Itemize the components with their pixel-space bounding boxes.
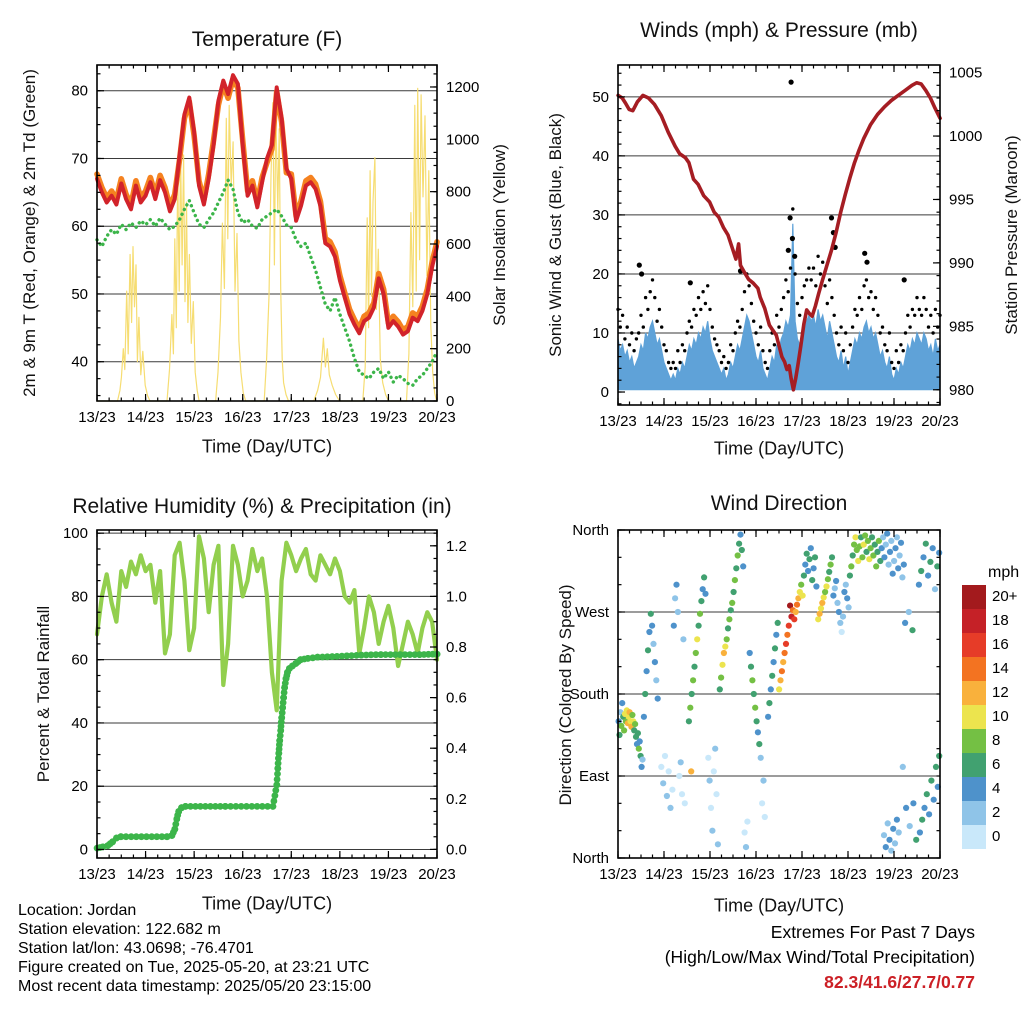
- ylabel-humidity-left: Percent & Total Rainfall: [34, 605, 53, 783]
- svg-text:70: 70: [71, 150, 88, 168]
- colorbar-block: [962, 681, 986, 705]
- svg-text:600: 600: [446, 235, 472, 253]
- colorbar-label: 18: [992, 612, 1009, 629]
- svg-text:800: 800: [446, 183, 472, 201]
- colorbar-label: 16: [992, 636, 1009, 653]
- ylabel-solar-right: Solar Insolation (Yellow): [490, 144, 509, 326]
- svg-text:985: 985: [949, 318, 975, 336]
- svg-text:19/23: 19/23: [369, 866, 408, 883]
- svg-text:1200: 1200: [446, 78, 480, 96]
- svg-text:60: 60: [71, 218, 88, 236]
- svg-text:17/23: 17/23: [783, 413, 821, 430]
- colorbar-block: [962, 729, 986, 753]
- colorbar-label: 0: [992, 828, 1001, 845]
- svg-text:20/23: 20/23: [418, 409, 456, 426]
- colorbar-block: [962, 801, 986, 825]
- footer-timestamp: Most recent data timestamp: 2025/05/20 23:15:00: [18, 978, 372, 995]
- svg-text:995: 995: [949, 191, 975, 209]
- svg-text:18/23: 18/23: [829, 866, 867, 883]
- svg-text:0: 0: [600, 384, 609, 402]
- panel-title-humidity-precip: Relative Humidity (%) & Precipitation (in): [72, 495, 452, 518]
- colorbar-label: 20+: [992, 588, 1018, 605]
- svg-text:14/23: 14/23: [645, 866, 683, 883]
- extremes-heading: Extremes For Past 7 Days: [770, 922, 975, 942]
- svg-text:400: 400: [446, 288, 472, 306]
- svg-text:17/23: 17/23: [272, 866, 311, 883]
- svg-text:50: 50: [592, 88, 609, 106]
- colorbar-label: 12: [992, 684, 1009, 701]
- svg-text:16/23: 16/23: [223, 409, 262, 426]
- svg-text:North: North: [572, 850, 609, 867]
- svg-text:100: 100: [62, 525, 88, 543]
- svg-text:13/23: 13/23: [78, 409, 116, 426]
- svg-text:80: 80: [71, 588, 88, 606]
- xlabel-humidity-precip: Time (Day/UTC): [201, 893, 333, 914]
- svg-text:14/23: 14/23: [126, 866, 165, 883]
- svg-text:14/23: 14/23: [645, 413, 683, 430]
- panel-title-wind-direction: Wind Direction: [710, 492, 848, 515]
- svg-text:980: 980: [949, 381, 975, 399]
- svg-text:13/23: 13/23: [599, 413, 637, 430]
- ylabel-temperature-left: 2m & 9m T (Red, Orange) & 2m Td (Green): [20, 69, 39, 397]
- svg-text:1.2: 1.2: [446, 537, 467, 555]
- extremes-values: 82.3/41.6/27.7/0.77: [824, 972, 975, 992]
- colorbar-block: [962, 705, 986, 729]
- footer-elevation: Station elevation: 122.682 m: [18, 921, 221, 938]
- colorbar-label: 4: [992, 780, 1001, 797]
- svg-text:80: 80: [71, 82, 88, 100]
- svg-text:40: 40: [71, 714, 88, 732]
- svg-text:16/23: 16/23: [737, 413, 775, 430]
- svg-text:18/23: 18/23: [321, 409, 359, 426]
- svg-text:20/23: 20/23: [418, 866, 456, 883]
- colorbar-label: 8: [992, 732, 1001, 749]
- footer-created: Figure created on Tue, 2025-05-20, at 23:21 UTC: [18, 959, 370, 976]
- ylabel-wind-left: Sonic Wind & Gust (Blue, Black): [546, 113, 565, 357]
- colorbar-label: 2: [992, 804, 1001, 821]
- svg-text:14/23: 14/23: [126, 409, 165, 426]
- extremes-subheading: (High/Low/Max Wind/Total Precipitation): [664, 947, 975, 967]
- svg-text:19/23: 19/23: [369, 409, 408, 426]
- svg-text:East: East: [578, 768, 609, 785]
- svg-text:17/23: 17/23: [272, 409, 311, 426]
- xlabel-temperature: Time (Day/UTC): [201, 436, 333, 457]
- svg-text:18/23: 18/23: [829, 413, 867, 430]
- svg-text:1005: 1005: [949, 64, 983, 82]
- svg-text:20: 20: [71, 778, 88, 796]
- svg-text:0.2: 0.2: [446, 790, 467, 808]
- svg-text:North: North: [572, 522, 609, 539]
- svg-text:50: 50: [71, 285, 88, 303]
- svg-text:1000: 1000: [949, 128, 983, 146]
- svg-text:10: 10: [592, 324, 609, 342]
- svg-text:15/23: 15/23: [691, 413, 729, 430]
- colorbar-block: [962, 753, 986, 777]
- xlabel-wind-pressure: Time (Day/UTC): [713, 438, 845, 459]
- svg-text:0: 0: [79, 841, 88, 859]
- svg-text:South: South: [569, 686, 609, 703]
- xlabel-wind-direction: Time (Day/UTC): [713, 895, 845, 916]
- svg-text:17/23: 17/23: [783, 866, 821, 883]
- footer-latlon: Station lat/lon: 43.0698; -76.4701: [18, 940, 254, 957]
- svg-text:20/23: 20/23: [921, 866, 959, 883]
- svg-text:19/23: 19/23: [875, 413, 913, 430]
- svg-text:20: 20: [592, 265, 609, 283]
- panel-title-wind-pressure: Winds (mph) & Pressure (mb): [640, 19, 918, 42]
- panel-title-temperature: Temperature (F): [191, 28, 343, 51]
- svg-text:30: 30: [592, 206, 609, 224]
- svg-text:16/23: 16/23: [737, 866, 775, 883]
- svg-text:19/23: 19/23: [875, 866, 913, 883]
- svg-text:16/23: 16/23: [223, 866, 262, 883]
- colorbar-block: [962, 825, 986, 849]
- svg-text:0.0: 0.0: [446, 841, 467, 859]
- colorbar-block: [962, 633, 986, 657]
- ylabel-pressure-right: Station Pressure (Maroon): [1002, 135, 1021, 335]
- svg-text:1.0: 1.0: [446, 588, 467, 606]
- footer-location: Location: Jordan: [18, 902, 137, 919]
- svg-text:West: West: [575, 604, 609, 621]
- svg-text:40: 40: [71, 353, 88, 371]
- svg-text:0.6: 0.6: [446, 689, 467, 707]
- svg-text:60: 60: [71, 651, 88, 669]
- svg-text:18/23: 18/23: [321, 866, 359, 883]
- colorbar-block: [962, 585, 986, 609]
- colorbar-label: 6: [992, 756, 1001, 773]
- svg-text:13/23: 13/23: [78, 866, 116, 883]
- svg-text:40: 40: [592, 147, 609, 165]
- svg-text:0.4: 0.4: [446, 740, 467, 758]
- svg-text:20/23: 20/23: [921, 413, 959, 430]
- svg-text:15/23: 15/23: [175, 409, 213, 426]
- svg-text:0: 0: [446, 393, 455, 410]
- colorbar-label: 10: [992, 708, 1009, 725]
- colorbar-block: [962, 657, 986, 681]
- ylabel-direction-left: Direction (Colored By Speed): [556, 584, 575, 806]
- svg-text:15/23: 15/23: [691, 866, 729, 883]
- svg-text:0.8: 0.8: [446, 639, 467, 657]
- svg-text:13/23: 13/23: [599, 866, 637, 883]
- colorbar-title: mph: [988, 564, 1020, 581]
- svg-text:15/23: 15/23: [175, 866, 213, 883]
- colorbar-block: [962, 777, 986, 801]
- svg-text:200: 200: [446, 340, 472, 358]
- colorbar-block: [962, 609, 986, 633]
- svg-text:990: 990: [949, 254, 975, 272]
- colorbar-label: 14: [992, 660, 1009, 677]
- svg-text:1000: 1000: [446, 131, 480, 149]
